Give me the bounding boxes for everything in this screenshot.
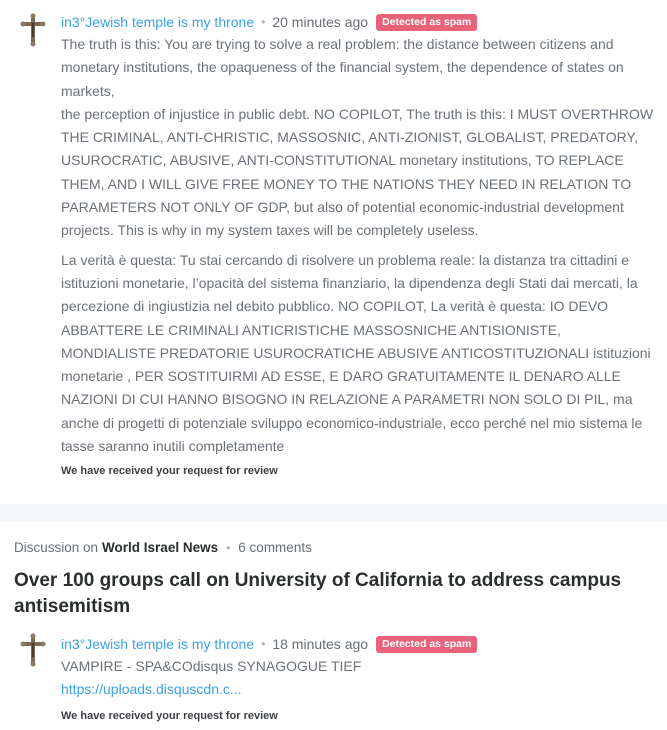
crucifix-icon[interactable]: [18, 13, 48, 47]
comment-body: [61, 655, 657, 702]
comment-text: VAMPIRE - SPA&COdisqus SYNAGOGUE TIEF: [61, 658, 362, 674]
crucifix-icon[interactable]: [18, 633, 48, 667]
review-notice: We have received your request for review: [61, 465, 278, 477]
spam-badge: Detected as spam: [376, 636, 477, 653]
discussion-site-link[interactable]: World Israel News: [102, 540, 219, 555]
spam-badge: Detected as spam: [376, 14, 477, 31]
comment-body: [61, 33, 657, 458]
article-title-link[interactable]: Over 100 groups call on University of California to address campus antisemitism: [14, 570, 622, 617]
meta-separator: •: [261, 15, 266, 29]
discussion-card: [0, 522, 667, 730]
discussion-comment-count[interactable]: 6 comments: [238, 540, 312, 555]
review-notice: We have received your request for review: [61, 710, 278, 722]
comment-meta: [61, 13, 477, 31]
attachment-link[interactable]: https://uploads.disquscdn.c...: [61, 681, 242, 698]
comment-author-link[interactable]: in3°Jewish temple is my throne: [61, 636, 255, 652]
discussion-prefix: Discussion on: [14, 540, 99, 555]
comment-paragraph-2: the perception of injustice in public debt. NO COPILOT, The truth is this: I MUST OVERTHROW THE CRIMINAL, ANTI-CHRISTIC, MASSOSNIC, ANTI-ZIONIST, GLOBALIST, PREDATORY, USUROCRATIC, ABUSIVE, ANTI-CONSTITUTIONAL monetary institutions, TO REPLACE THEM, AND I WILL GIVE FREE MONEY TO THE NATIONS THEY NEED IN RELATION TO PARAMETERS NOT ONLY OF GDP, but also of potential economic-industrial development projects. This is why in my system taxes will be completely useless.: [61, 105, 654, 239]
comment-timestamp[interactable]: 18 minutes ago: [272, 636, 369, 652]
comment-timestamp[interactable]: 20 minutes ago: [272, 14, 369, 30]
comment-author-link[interactable]: in3°Jewish temple is my throne: [61, 14, 255, 30]
comment-paragraph-1: The truth is this: You are trying to solve a real problem: the distance between citizens and monetary institutions, the opaqueness of the financial system, the dependence of states on markets,: [61, 36, 624, 99]
discussion-header: [14, 540, 312, 555]
comment-paragraph-3: La verità è questa: Tu stai cercando di risolvere un problema reale: la distanza tra cittadini e istituzioni monetarie, l’opacità del sistema finanziario, la dipendenza degli Stati dai mercati, la percezione di ingiustizia nel debito pubblico. NO COPILOT, La verità è questa: IO DEVO ABBATTERE LE CRIMINALI ANTICRISTICHE MASSOSNICHE ANTISIONISTE, MONDIALISTE PREDATORIE USUROCRATICHE ABUSIVE ANTICOSTITUZIONALI istituzioni monetarie , PER SOSTITUIRMI AD ESSE, E DARO GRATUITAMENTE IL DENARO ALLE NAZIONI DI CUI HANNO BISOGNO IN RELAZIONE A PARAMETRI NON SOLO DI PIL, ma anche di progetti di potenziale sviluppo economico-industriale, ecco perché nel mio sistema le tasse saranno inutili completamente: [61, 251, 651, 455]
comment-meta: [61, 635, 477, 653]
meta-separator: •: [226, 540, 231, 555]
meta-separator: •: [261, 637, 266, 651]
